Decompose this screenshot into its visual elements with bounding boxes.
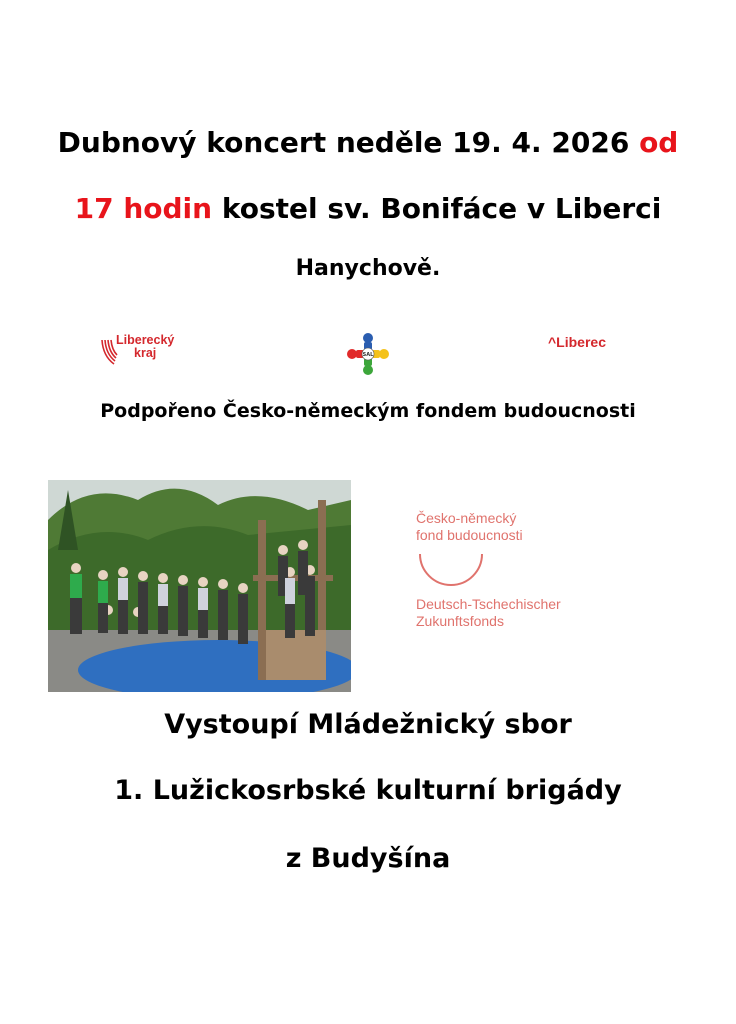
heading-line-2: 17 hodin kostel sv. Bonifáce v Liberci: [74, 192, 662, 225]
choir-photo: [48, 480, 351, 692]
liberec-logo: ^Liberec: [548, 334, 606, 350]
performer-line-1: Vystoupí Mládežnický sbor: [164, 709, 572, 740]
fund-text: Česko-německý: [416, 510, 517, 526]
support-text: Podpořeno Česko-německým fondem budoucnosti: [100, 400, 636, 422]
logo-text: Liberecký: [116, 333, 175, 347]
heading-accent-time: 17 hodin: [74, 192, 213, 225]
fund-text: Zukunftsfonds: [416, 613, 504, 629]
fund-logo-de: [416, 596, 561, 630]
heading-line-1: Dubnový koncert neděle 19. 4. 2026 od: [57, 126, 679, 159]
sal-logo: [344, 330, 392, 378]
fund-arc-icon: [416, 550, 486, 588]
liberecky-kraj-logo: [100, 334, 190, 368]
fund-logo: [416, 510, 616, 630]
heading-accent-od: od: [639, 126, 679, 159]
heading-line-3: Hanychově.: [295, 256, 441, 281]
logo-text: kraj: [134, 346, 157, 360]
fund-text: fond budoucnosti: [416, 527, 523, 543]
sal-badge-text: SAL: [362, 352, 374, 358]
performer-line-3: z Budyšína: [285, 843, 451, 874]
fund-logo-cz: [416, 510, 523, 544]
performer-line-2: 1. Lužickosrbské kulturní brigády: [114, 775, 622, 806]
fund-text: Deutsch-Tschechischer: [416, 596, 561, 612]
